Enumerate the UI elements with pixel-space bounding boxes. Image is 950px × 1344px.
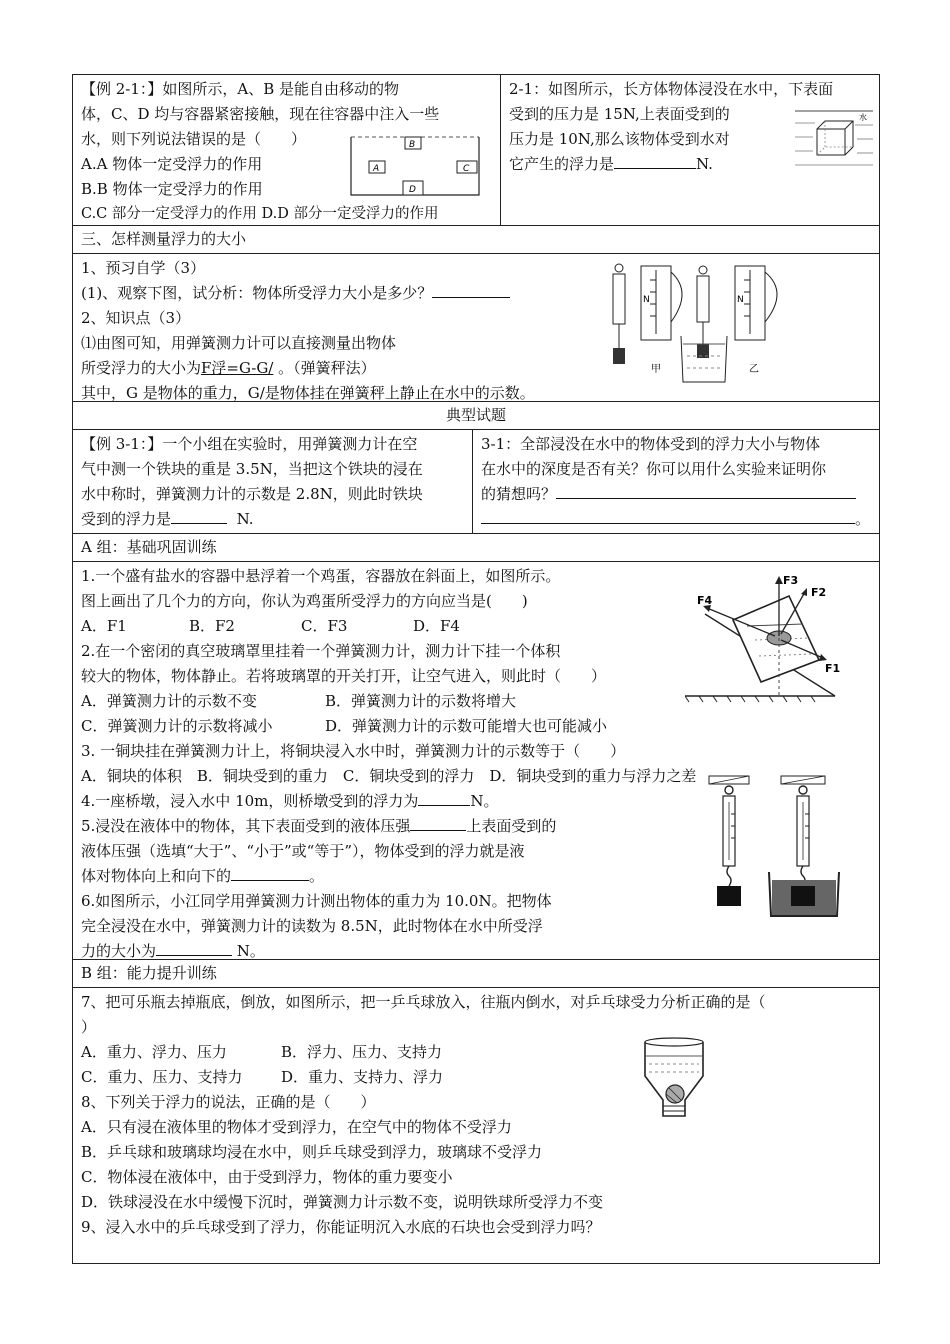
label-n-1: N: [643, 295, 650, 305]
a3-line-1: 3. 一铜块挂在弹簧测力计上，将铜块浸入水中时，弹簧测力计的示数等于（ ）: [81, 742, 626, 760]
a2-option-b[interactable]: B．弹簧测力计的示数将增大: [325, 692, 517, 710]
a1-option-c[interactable]: C．F3: [301, 617, 348, 635]
label-f3: F3: [783, 574, 799, 587]
b7-options-row-2: [81, 1065, 871, 1090]
b7-option-a[interactable]: A．重力、浮力、压力: [81, 1043, 227, 1061]
question-3-1-end: 。: [855, 510, 871, 528]
preview-question: (1)、观察下图，试分析：物体所受浮力大小是多少？: [81, 284, 433, 302]
knowledge-title: 2、知识点（3）: [81, 309, 191, 327]
b9-line: 9、浸入水中的乒乓球受到了浮力，你能证明沉入水底的石块也会受到浮力吗？: [81, 1218, 601, 1236]
spring-scale-weight-figure: [705, 774, 847, 924]
b8-line-1: 8、下列关于浮力的说法，正确的是（ ）: [81, 1093, 376, 1111]
example-2-1-line-2: 体，C、D 均与容器紧密接触，现在往容器中注入一些: [81, 105, 440, 123]
b7-option-b[interactable]: B．浮力、压力、支持力: [281, 1043, 443, 1061]
label-f1: F1: [825, 662, 841, 675]
a1-option-d[interactable]: D．F4: [413, 617, 460, 635]
knowledge-line-1: ⑴由图可知，用弹簧测力计可以直接测量出物体: [81, 334, 397, 352]
example-2-1-cell: [73, 75, 500, 225]
example-3-1-unit: N.: [236, 510, 254, 528]
egg-incline-force-figure: [685, 570, 867, 710]
worksheet-table: [72, 74, 880, 1264]
typical-questions-title: 典型试题: [73, 401, 879, 429]
question-2-1-cell: [500, 75, 879, 225]
a6-text: 力的大小为: [81, 942, 157, 960]
question-2-1-line-3: 压力是 10N,那么该物体受到水对: [508, 130, 730, 148]
question-3-1-line-3: [481, 482, 871, 507]
example-3-1-line-4: [81, 507, 464, 532]
question-2-1-line-2: 受到的压力是 15N,上表面受到的: [508, 105, 730, 123]
a2-option-a[interactable]: A．弹簧测力计的示数不变: [81, 692, 257, 710]
question-2-1-unit: N.: [695, 155, 713, 173]
b8-option-c[interactable]: C．物体浸在液体中，由于受到浮力，物体的重力要变小: [81, 1168, 453, 1186]
answer-blank-3-1[interactable]: [171, 507, 227, 524]
label-jia: 甲: [651, 364, 661, 375]
preview-section: [73, 253, 879, 401]
example-3-1-line-3: 水中称时，弹簧测力计的示数是 2.8N，则此时铁块: [81, 485, 423, 503]
answer-blank-3-1-a[interactable]: [556, 482, 856, 499]
answer-blank-a4[interactable]: [418, 789, 470, 806]
spring-scale-comparison-figure: [603, 262, 823, 390]
container-abcd-figure: [349, 131, 481, 199]
example-2-1-option-b: B.B 物体一定受浮力的作用: [81, 180, 263, 198]
submerged-cube-figure: [791, 103, 877, 177]
question-3-1-line-4: [481, 507, 871, 532]
answer-blank-2-1[interactable]: [614, 152, 696, 169]
label-a: A: [373, 164, 380, 174]
answer-blank-a5-2[interactable]: [231, 864, 309, 881]
example-2-1-line-3: 水，则下列说法错误的是（ ）: [81, 130, 307, 148]
a5-line-2: 液体压强（选填“大于”、“小于”或“等于”），物体受到的浮力就是液: [81, 842, 525, 860]
a2-line-1: 2.在一个密闭的真空玻璃罩里挂着一个弹簧测力计，测力计下挂一个体积: [81, 642, 561, 660]
row-example-2-1: [73, 75, 879, 225]
example-3-1-line-2: 气中测一个铁块的重是 3.5N，当把这个铁块的浸在: [81, 460, 423, 478]
question-3-1-line-1: 3-1：全部浸没在水中的物体受到的浮力大小与物体: [481, 435, 821, 453]
b7-line-1: 7、把可乐瓶去掉瓶底，倒放，如图所示，把一乒乓球放入，往瓶内倒水，对乒乓球受力分析正确的是（: [81, 993, 766, 1011]
a6-line-1: 6.如图所示，小江同学用弹簧测力计测出物体的重力为 10.0N。把物体: [81, 892, 552, 910]
row-example-3-1: [73, 429, 879, 533]
section-3-title: 三、怎样测量浮力的大小: [73, 225, 879, 253]
label-f2: F2: [811, 586, 827, 599]
example-3-1-line-1: 【例 3-1：】一个小组在实验时，用弹簧测力计在空: [81, 435, 418, 453]
label-n-2: N: [737, 295, 744, 305]
question-3-1-line-2: 在水中的深度是否有关？你可以用什么实验来证明你: [481, 460, 827, 478]
label-yi: 乙: [749, 364, 759, 375]
knowledge-method: 。（弹簧秤法）: [273, 359, 376, 377]
a6-line-2: 完全浸没在水中，弹簧测力计的读数为 8.5N，此时物体在水中所受浮: [81, 917, 543, 935]
group-a-section: [73, 561, 879, 959]
a2-option-c[interactable]: C．弹簧测力计的示数将减小: [81, 717, 273, 735]
a1-line-1: 1.一个盛有盐水的容器中悬浮着一个鸡蛋，容器放在斜面上，如图所示。: [81, 567, 561, 585]
group-b-section: [73, 987, 879, 1263]
answer-blank-3-1-b[interactable]: [481, 507, 855, 524]
a5-text-3: 体对物体向上和向下的: [81, 867, 232, 885]
example-2-1-option-a: A.A 物体一定受浮力的作用: [81, 155, 263, 173]
example-2-1-option-cd: C.C 部分一定受浮力的作用 D.D 部分一定受浮力的作用: [81, 206, 439, 222]
b8-option-a[interactable]: A．只有浸在液体里的物体才受到浮力，在空气中的物体不受浮力: [81, 1118, 512, 1136]
label-d: D: [409, 185, 416, 195]
question-3-1-text: 的猜想吗？: [481, 485, 557, 503]
label-water: 水: [858, 113, 867, 122]
a1-option-a[interactable]: A．F1: [81, 617, 127, 635]
example-2-1-line-1: 【例 2-1：】如图所示，A、B 是能自由移动的物: [81, 80, 400, 98]
a1-line-2: 图上画出了几个力的方向，你认为鸡蛋所受浮力的方向应当是( ): [81, 592, 528, 610]
a5-end: 。: [309, 867, 325, 885]
a4-text: 4.一座桥墩，浸入水中 10m，则桥墩受到的浮力为: [81, 792, 419, 810]
group-b-title: B 组：能力提升训练: [73, 959, 879, 987]
preview-line-1: 1、预习自学（3）: [81, 259, 206, 277]
group-a-title: A 组：基础巩固训练: [73, 533, 879, 561]
knowledge-line-3: 其中，G 是物体的重力，G/是物体挂在弹簧秤上静止在水中的示数。: [81, 384, 535, 402]
b8-option-d[interactable]: D．铁球浸没在水中缓慢下沉时，弹簧测力计示数不变，说明铁球所受浮力不变: [81, 1193, 604, 1211]
a4-unit: N。: [470, 792, 499, 810]
a2-option-d[interactable]: D．弹簧测力计的示数可能增大也可能减小: [325, 717, 608, 735]
a6-unit: N。: [232, 942, 265, 960]
label-c: C: [463, 164, 470, 174]
a5-text-1: 5.浸没在液体中的物体，其下表面受到的液体压强: [81, 817, 411, 835]
buoyancy-formula: F浮=G-G/: [201, 359, 274, 377]
b7-option-c[interactable]: C．重力、压力、支持力: [81, 1068, 243, 1086]
a1-option-b[interactable]: B．F2: [189, 617, 235, 635]
example-3-1-cell: [73, 430, 472, 533]
a2-options-row-2: [81, 714, 871, 739]
a2-line-2: 较大的物体，物体静止。若将玻璃罩的开关打开，让空气进入，则此时（ ）: [81, 667, 607, 685]
label-b: B: [409, 140, 416, 150]
inverted-bottle-figure: [641, 1036, 707, 1120]
question-2-1-text: 它产生的浮力是: [508, 155, 614, 173]
answer-blank-preview[interactable]: [432, 281, 510, 298]
label-f4: F4: [697, 594, 713, 607]
a3-options: A．铜块的体积 B．铜块受到的重力 C．铜块受到的浮力 D．铜块受到的重力与浮力之差: [81, 767, 697, 785]
b7-line-2: ）: [81, 1018, 97, 1036]
knowledge-text: 所受浮力的大小为: [81, 359, 202, 377]
answer-blank-a5-1[interactable]: [410, 814, 466, 831]
a5-text-2: 上表面受到的: [466, 817, 557, 835]
question-3-1-cell: [472, 430, 879, 533]
b8-option-b[interactable]: B．乒乓球和玻璃球均浸在水中，则乒乓球受到浮力，玻璃球不受浮力: [81, 1143, 543, 1161]
answer-blank-a6[interactable]: [156, 939, 232, 956]
example-3-1-text: 受到的浮力是: [81, 510, 172, 528]
question-2-1-line-1: 2-1：如图所示，长方体物体浸没在水中，下表面: [508, 80, 834, 98]
b7-option-d[interactable]: D．重力、支持力、浮力: [281, 1068, 444, 1086]
b7-options-row-1: [81, 1040, 871, 1065]
